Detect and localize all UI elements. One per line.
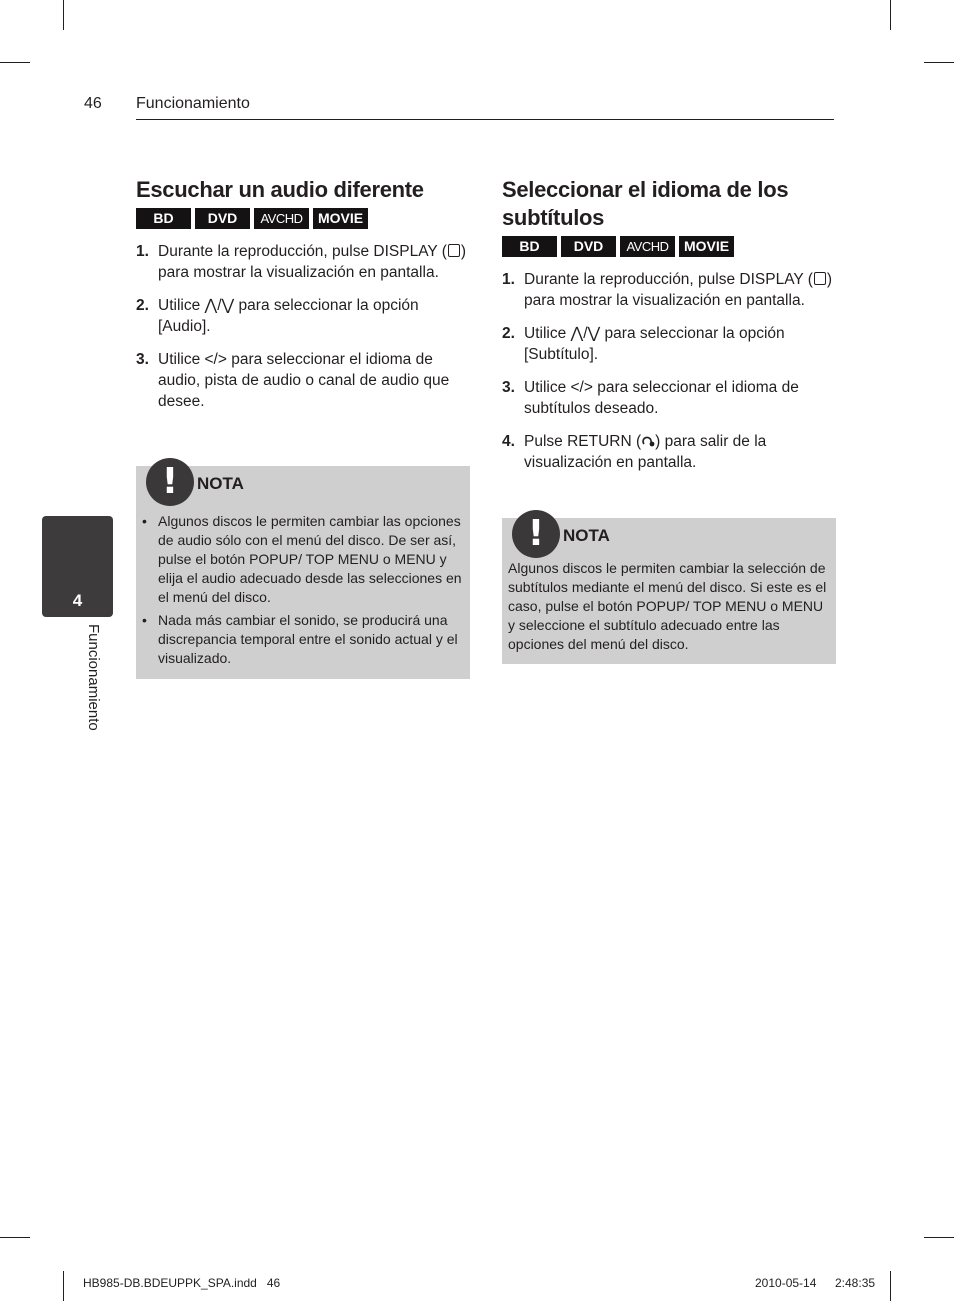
- return-icon: [641, 434, 655, 448]
- section-title: Seleccionar el idioma de los subtítulos: [502, 177, 789, 230]
- badge-movie: MOVIE: [679, 236, 734, 257]
- chapter-number: 4: [72, 591, 83, 610]
- note-title: NOTA: [563, 526, 610, 545]
- note-box: [136, 461, 470, 679]
- badge-bd: BD: [502, 236, 557, 257]
- bullet-icon: •: [142, 612, 147, 628]
- chapter-label: Funcionamiento: [85, 624, 102, 731]
- step-item: [136, 295, 470, 337]
- step-text: ) para salir de la visualización en pantalla.: [524, 433, 767, 471]
- step-text: Durante la reproducción, pulse DISPLAY (: [524, 271, 813, 288]
- step-text: ) para mostrar la visualización en pantalla.: [158, 243, 467, 281]
- footer-date: 2010-05-14: [755, 1276, 817, 1290]
- display-icon: [448, 244, 460, 257]
- step-text: Utilice </> para seleccionar el idioma de subtítulos deseado.: [524, 379, 799, 417]
- step-number: 3.: [502, 379, 515, 396]
- badge-avchd: AVCHD: [254, 208, 309, 229]
- badge-dvd: DVD: [195, 208, 250, 229]
- crop-mark: [63, 1271, 64, 1301]
- step-item: [502, 323, 836, 365]
- note-text: Nada más cambiar el sonido, se producirá una discrepancia temporal entre el sonido actual y el visualizado.: [158, 612, 458, 666]
- note-box: [502, 513, 836, 664]
- step-item: [502, 377, 836, 419]
- step-item: [136, 241, 470, 283]
- step-list: [136, 241, 470, 412]
- note-text: Algunos discos le permiten cambiar las opciones de audio sólo con el menú del disco. De ser así, pulse el botón POPUP/ TOP MENU o MENU y elija el audio adecuado desde las selecciones en el menú del disco.: [158, 513, 462, 605]
- note-list: [142, 512, 464, 672]
- badge-movie: MOVIE: [313, 208, 368, 229]
- step-number: 2.: [502, 325, 515, 342]
- step-text: ) para mostrar la visualización en pantalla.: [524, 271, 833, 309]
- note-item: [142, 611, 464, 668]
- crop-mark: [924, 1237, 954, 1238]
- crop-mark: [63, 0, 64, 30]
- step-item: [502, 431, 836, 473]
- section-title: Escuchar un audio diferente: [136, 177, 424, 202]
- note-text: Algunos discos le permiten cambiar la selección de subtítulos mediante el menú del disco. Si este es el caso, pulse el botón POPUP/ TOP MENU o MENU y seleccione el subtítulo adecuado entre las opciones del menú del disco.: [508, 560, 827, 652]
- step-number: 2.: [136, 297, 149, 314]
- note-title: NOTA: [197, 474, 244, 493]
- step-number: 3.: [136, 351, 149, 368]
- step-text: Utilice ⋀/⋁ para seleccionar la opción [Subtítulo].: [524, 325, 785, 363]
- footer-time: 2:48:35: [835, 1276, 876, 1290]
- header-rule: [136, 119, 834, 120]
- step-item: [136, 349, 470, 412]
- section-audio: [136, 176, 470, 424]
- page-number: 46: [84, 95, 102, 112]
- badge-avchd: AVCHD: [620, 236, 675, 257]
- step-text: Durante la reproducción, pulse DISPLAY (: [158, 243, 447, 260]
- crop-mark: [0, 1237, 30, 1238]
- footer-filename: HB985-DB.BDEUPPK_SPA.indd 46: [83, 1276, 281, 1290]
- step-number: 1.: [502, 271, 515, 288]
- badge-bd: BD: [136, 208, 191, 229]
- exclamation-icon: !: [512, 510, 560, 558]
- step-item: [502, 269, 836, 311]
- crop-mark: [890, 0, 891, 30]
- crop-mark: [890, 1271, 891, 1301]
- bullet-icon: •: [142, 513, 147, 529]
- step-text: Utilice </> para seleccionar el idioma de audio, pista de audio o canal de audio que desee.: [158, 351, 450, 410]
- step-number: 4.: [502, 433, 515, 450]
- running-header: Funcionamiento: [136, 95, 250, 112]
- step-number: 1.: [136, 243, 149, 260]
- crop-mark: [924, 62, 954, 63]
- step-text: Utilice ⋀/⋁ para seleccionar la opción [Audio].: [158, 297, 419, 335]
- disc-badges: [502, 236, 836, 257]
- chapter-tab: [42, 516, 113, 617]
- disc-badges: [136, 208, 470, 229]
- note-item: [142, 512, 464, 607]
- step-text: Pulse RETURN (: [524, 433, 642, 450]
- display-icon: [814, 272, 826, 285]
- crop-mark: [0, 62, 30, 63]
- step-list: [502, 269, 836, 473]
- section-subtitles: [502, 176, 836, 485]
- exclamation-icon: !: [146, 458, 194, 506]
- badge-dvd: DVD: [561, 236, 616, 257]
